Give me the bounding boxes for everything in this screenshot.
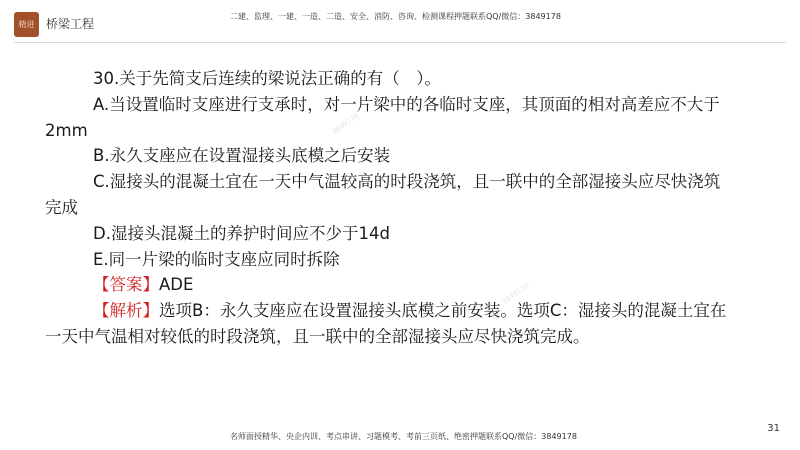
footer-contact-note: 名师面授精华、央企内训、考点串讲、习题模考、考前三页纸、绝密押题联系QQ/微信：3849178 [230, 432, 577, 441]
option-c-line-2: 完成 [45, 197, 78, 217]
watermark: 3849178 [500, 281, 531, 307]
analysis-text-1: 选项B：永久支座应在设置湿接头底模之前安装。选项C：湿接头的混凝土宜在 [159, 301, 727, 321]
header-divider [14, 42, 786, 43]
analysis-line-1 [45, 298, 765, 324]
page-number: 31 [767, 423, 780, 434]
option-d: D.湿接头混凝土的养护时间应不少于14d [93, 223, 390, 243]
option-a-line-1: A.当设置临时支座进行支承时，对一片梁中的各临时支座，其顶面的相对高差应不大于 [93, 94, 720, 114]
answer-line [45, 272, 765, 298]
header-contact-note: 二建、监理、一建、一造、二造、安全、消防、咨询、检测课程押题联系QQ/微信：3849178 [230, 12, 561, 21]
course-title: 桥梁工程 [46, 17, 95, 31]
option-a-line-2: 2mm [45, 120, 88, 140]
answer-label: 【答案】 [93, 275, 159, 295]
analysis-line-2: 一天中气温相对较低的时段浇筑，且一联中的全部湿接头应尽快浇筑完成。 [45, 326, 590, 346]
brand-logo: 精进 [14, 12, 39, 37]
question-block [45, 66, 765, 350]
option-e: E.同一片梁的临时支座应同时拆除 [93, 249, 340, 269]
watermark: 3849178 [330, 111, 361, 137]
option-c-line-1: C.湿接头的混凝土宜在一天中气温较高的时段浇筑，且一联中的全部湿接头应尽快浇筑 [93, 172, 721, 192]
option-b: B.永久支座应在设置湿接头底模之后安装 [93, 146, 391, 166]
question-title: 30.关于先简支后连续的梁说法正确的有（ ）。 [93, 69, 441, 88]
analysis-label: 【解析】 [93, 301, 159, 321]
answer-value: ADE [159, 275, 194, 295]
